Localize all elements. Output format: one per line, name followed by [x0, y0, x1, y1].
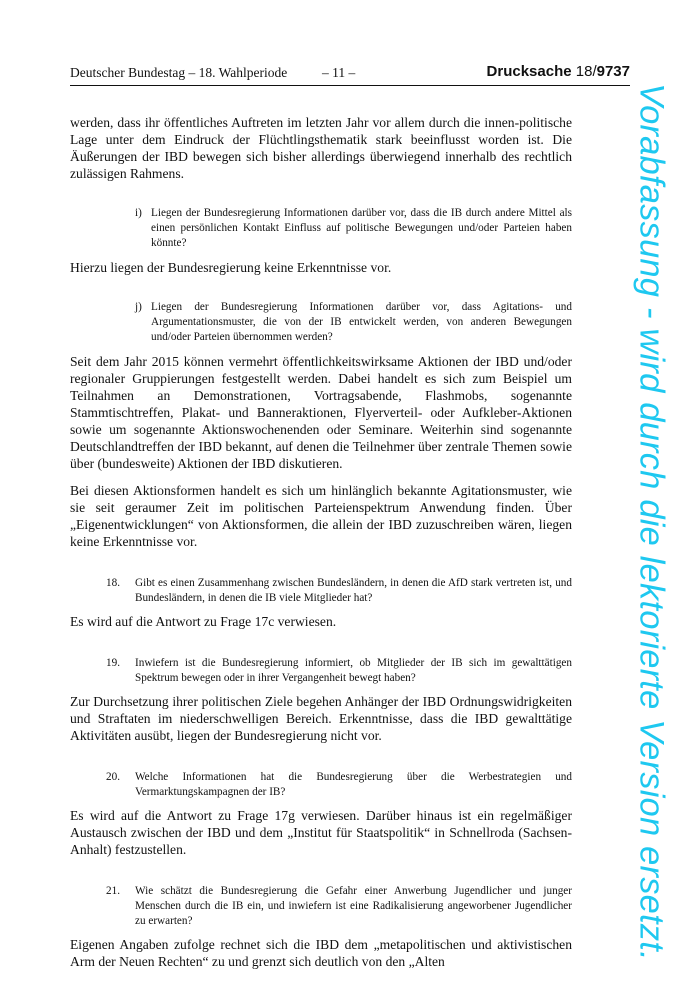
- answer-i: Hierzu liegen der Bundesregierung keine Erkenntnisse vor.: [70, 260, 392, 275]
- question-text: Liegen der Bundesregierung Informationen darüber vor, dass Agitations- und Argumentationsmuster, die von der IB entwickelt werden, von anderen Bewegungen und/oder Parteien übernommen werden?: [151, 301, 572, 343]
- question-18: [106, 576, 572, 606]
- question-label: j): [135, 301, 142, 313]
- question-j: [135, 300, 572, 345]
- doc-num-b: 9737: [596, 63, 630, 80]
- question-21: [106, 884, 572, 929]
- question-text: Welche Informationen hat die Bundesregierung über die Werbestrategien und Vermarktungskampagnen der IB?: [135, 771, 572, 798]
- question-label: i): [135, 207, 142, 219]
- page-header: [70, 63, 630, 86]
- question-text: Wie schätzt die Bundesregierung die Gefahr einer Anwerbung Jugendlicher und junger Menschen durch die IB ein, und inwiefern ist eine Radikalisierung angeworbener Jugendlicher zu erwarten?: [135, 885, 572, 927]
- paragraph-continuation: werden, dass ihr öffentliches Auftreten im letzten Jahr vor allem durch die innen-politische Lage unter dem Eindruck der Flüchtlingsthematik stark beeinflusst worden ist. Die Äußerungen der IBD bewegen sich bisher allerdings überwiegend innerhalb des rechtlich zulässigen Rahmens.: [70, 115, 572, 181]
- doc-num-a: 18/: [575, 63, 597, 80]
- question-label: 19.: [106, 657, 120, 669]
- draft-watermark: Vorabfassung - wird durch die lektorierte Version ersetzt.: [632, 83, 671, 961]
- answer-j-1: Seit dem Jahr 2015 können vermehrt öffentlichkeitswirksame Aktionen der IBD und/oder regionaler Gruppierungen festgestellt werden. Dabei handelt es sich zum Beispiel um Teilnahmen an Demonstrationen, Vortragsabende, Flashmobs, sogenannte Stammtischtreffen, Plakat- und Banneraktionen, Flyerverteil- oder Aufkleber-Aktionen sowie um sogenannte Aktionswochenenden oder Seminare. Weiterhin sind sogenannte Deutschlandtreffen der IBD bekannt, auf denen die Teilnehmer über zentrale Themen sowie über (bundesweite) Aktionen der IBD diskutieren.: [70, 354, 572, 471]
- page-body: [70, 114, 572, 980]
- question-text: Liegen der Bundesregierung Informationen darüber vor, dass die IB durch andere Mittel als einen persönlichen Kontakt Einfluss auf politische Bewegungen und/oder Parteien haben könnte?: [151, 207, 572, 249]
- question-label: 20.: [106, 771, 120, 783]
- answer-21: Eigenen Angaben zufolge rechnet sich die IBD dem „metapolitischen und aktivistischen Arm der Neuen Rechten“ zu und grenzt sich deutlich von den „Alten: [70, 937, 572, 969]
- question-i: [135, 206, 572, 251]
- question-text: Inwiefern ist die Bundesregierung informiert, ob Mitglieder der IB sich im gewalttätigen Spektrum bewegen oder in ihrer Vergangenheit bewegt haben?: [135, 657, 572, 684]
- question-text: Gibt es einen Zusammenhang zwischen Bundesländern, in denen die AfD stark vertreten ist, und Bundesländern, in denen die IB viele Mitglieder hat?: [135, 577, 572, 604]
- question-19: [106, 656, 572, 686]
- answer-j-2: Bei diesen Aktionsformen handelt es sich um hinlänglich bekannte Agitationsmuster, wie sie seit geraumer Zeit im politischen Parteienspektrum Anwendung finden. Über „Eigenentwicklungen“ von Aktionsformen, die allein der IBD zuzuschreiben wären, liegen keine Erkenntnisse vor.: [70, 483, 572, 549]
- question-label: 21.: [106, 885, 120, 897]
- question-20: [106, 770, 572, 800]
- question-label: 18.: [106, 577, 120, 589]
- answer-20: Es wird auf die Antwort zu Frage 17g verwiesen. Darüber hinaus ist ein regelmäßiger Austausch zwischen der IBD und dem „Institut für Staatspolitik“ in Schnellroda (Sachsen-Anhalt) festzustellen.: [70, 808, 572, 857]
- answer-19: Zur Durchsetzung ihrer politischen Ziele begehen Anhänger der IBD Ordnungswidrigkeiten und Straftaten im niederschwelligen Bereich. Erkenntnisse, dass die IBD gewalttätige Aktivitäten ausübt, liegen der Bundesregierung nicht vor.: [70, 694, 572, 743]
- document-number: [487, 63, 630, 80]
- doc-label: Drucksache: [486, 63, 572, 80]
- answer-18: Es wird auf die Antwort zu Frage 17c verwiesen.: [70, 614, 337, 629]
- header-parliament: Deutscher Bundestag – 18. Wahlperiode: [70, 65, 288, 80]
- page-number: – 11 –: [322, 65, 356, 80]
